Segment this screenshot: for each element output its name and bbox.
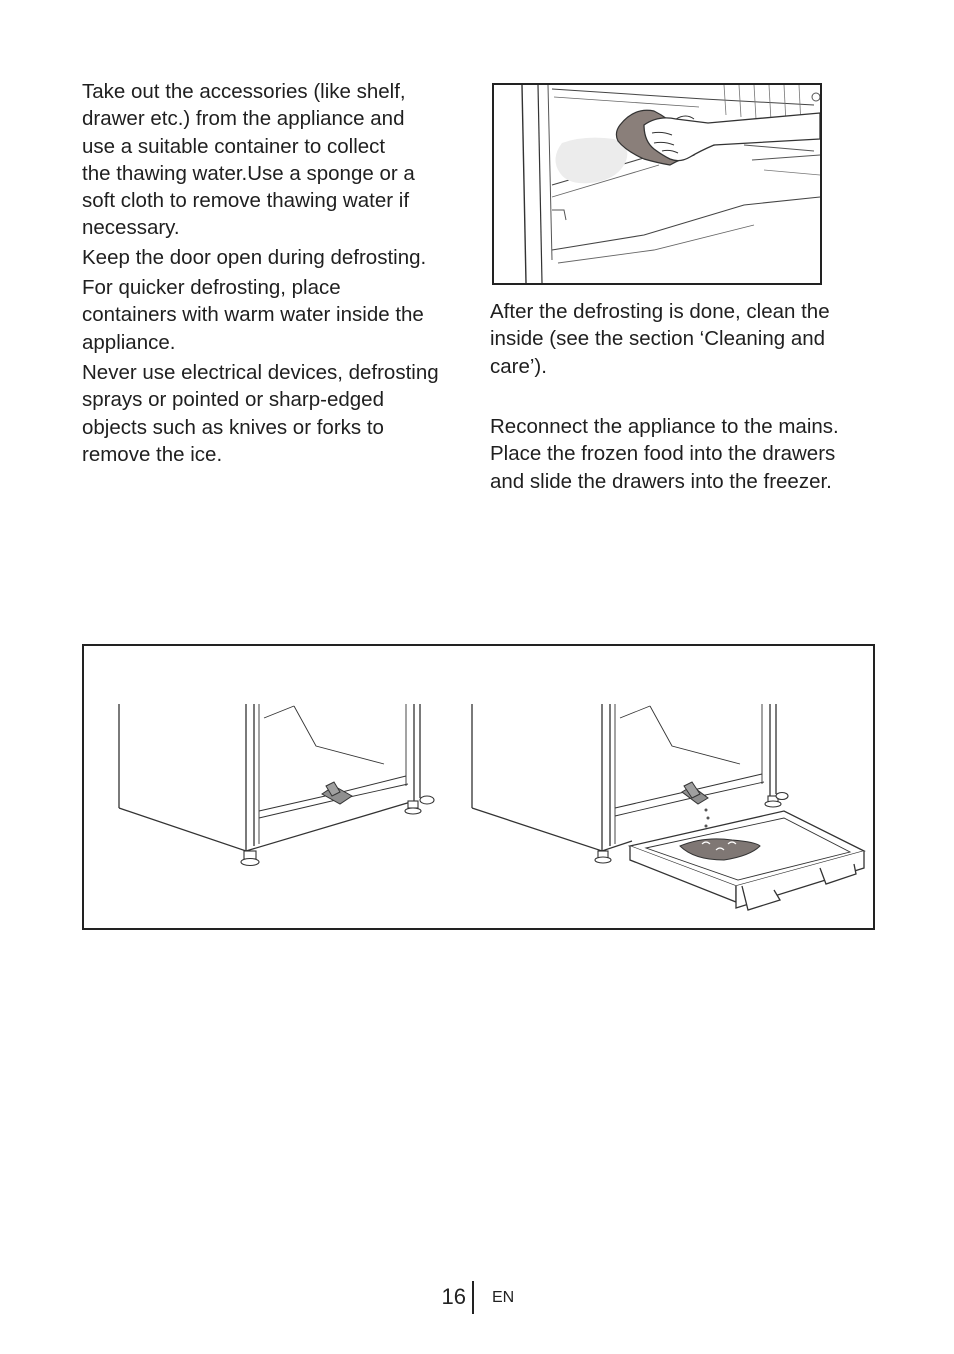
- paragraph-never-use-devices: Never use electrical devices, defrosting sprays or pointed or sharp-edged objects such as knives or forks to remove the ice.: [82, 361, 439, 466]
- paragraph-clean-inside: After the defrosting is done, clean the inside (see the section ‘Cleaning and care’).: [490, 300, 830, 378]
- hand-wiping-cloth-illustration: [492, 83, 822, 285]
- language-code: EN: [492, 1289, 515, 1306]
- footer-divider: [472, 1281, 474, 1314]
- paragraph-door-open: Keep the door open during defrosting.: [82, 246, 427, 269]
- page-number: 16: [441, 1284, 466, 1309]
- hand-wiping-svg: [494, 85, 820, 283]
- paragraph-quicker-defrosting: For quicker defrosting, place containers with warm water inside the appliance.: [82, 276, 424, 354]
- drain-tray-svg: [84, 646, 873, 928]
- defrost-drain-tray-illustration: [82, 644, 875, 930]
- paragraph-remove-accessories: Take out the accessories (like shelf, drawer etc.) from the appliance and use a suitable container to collect the thawing water.Use a sponge or a soft cloth to remove thawing water if necessary.: [82, 80, 415, 240]
- paragraph-reconnect-appliance: Reconnect the appliance to the mains. Place the frozen food into the drawers and slide the drawers into the freezer.: [490, 415, 839, 493]
